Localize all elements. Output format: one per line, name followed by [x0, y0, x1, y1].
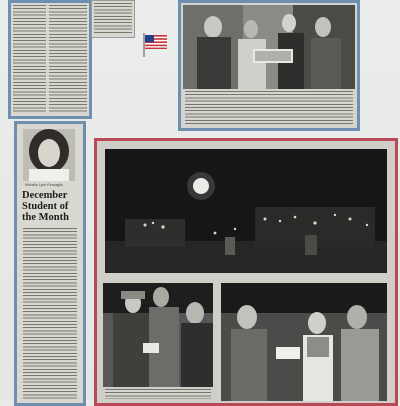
headline-line-3: the Month	[22, 212, 69, 224]
us-flag-icon	[143, 33, 169, 62]
article-text-columns	[94, 3, 132, 35]
crowd-photo-right	[221, 283, 387, 401]
night-street-photo	[105, 149, 387, 273]
student-portrait	[23, 129, 75, 181]
article-text-columns	[13, 5, 87, 114]
profile-article-text	[23, 228, 77, 399]
headline-line-1: December	[22, 190, 68, 201]
portrait-caption: Michelle Lynn Roncaglio	[25, 183, 63, 187]
christmas-event-photo-panel	[94, 138, 398, 406]
photo-clipping-top-right	[178, 0, 360, 131]
article-clipping-top-left	[8, 0, 92, 119]
headline-line-2: Student of	[22, 201, 69, 213]
photo-caption-text	[185, 91, 353, 125]
crowd-photo-left-caption	[105, 389, 211, 399]
article-clipping-top-middle	[91, 0, 135, 38]
profile-headline	[22, 190, 80, 223]
group-photo	[183, 5, 355, 89]
profile-clipping	[14, 121, 86, 406]
crowd-photo-left	[103, 283, 213, 387]
